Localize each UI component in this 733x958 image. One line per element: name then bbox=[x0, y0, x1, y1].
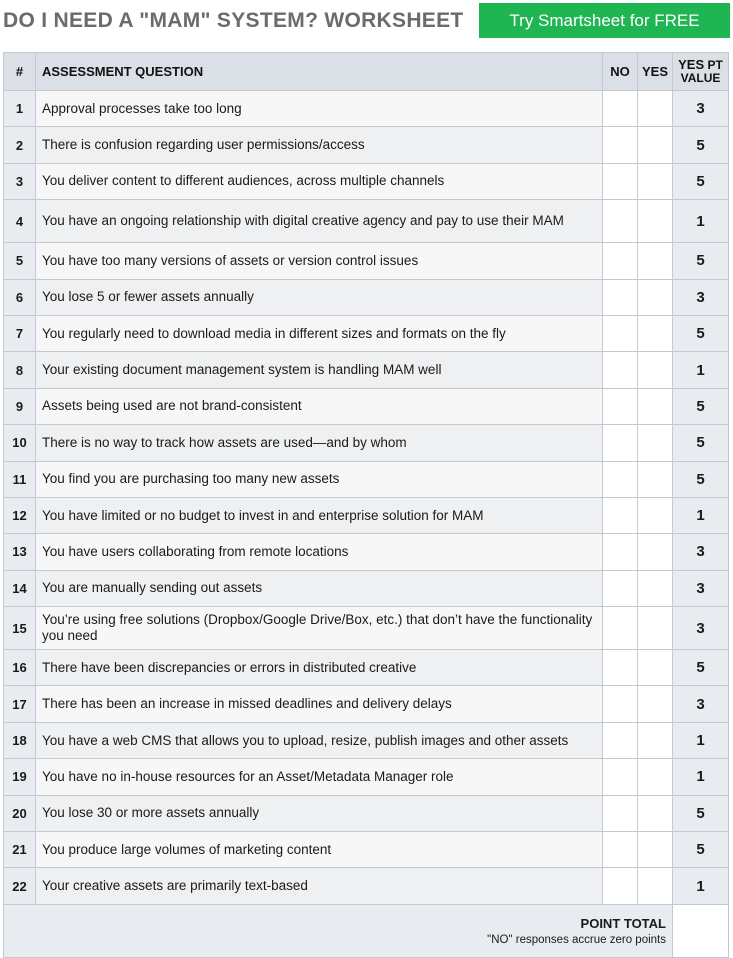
table-row bbox=[4, 243, 729, 279]
col-header-yes: YES bbox=[638, 53, 673, 91]
row-question: You have a web CMS that allows you to upload, resize, publish images and other assets bbox=[36, 722, 603, 758]
row-number: 11 bbox=[4, 461, 36, 497]
row-question: You have limited or no budget to invest in and enterprise solution for MAM bbox=[36, 497, 603, 533]
yes-checkbox-cell[interactable] bbox=[638, 686, 673, 722]
pt-header-yes: YES bbox=[678, 57, 705, 72]
table-row bbox=[4, 497, 729, 533]
row-point-value: 3 bbox=[673, 279, 729, 315]
no-checkbox-cell[interactable] bbox=[603, 315, 638, 351]
yes-checkbox-cell[interactable] bbox=[638, 425, 673, 461]
no-checkbox-cell[interactable] bbox=[603, 200, 638, 243]
no-checkbox-cell[interactable] bbox=[603, 243, 638, 279]
row-number: 14 bbox=[4, 570, 36, 606]
table-row bbox=[4, 868, 729, 904]
table-row bbox=[4, 91, 729, 127]
no-checkbox-cell[interactable] bbox=[603, 607, 638, 650]
row-question: You regularly need to download media in different sizes and formats on the fly bbox=[36, 315, 603, 351]
table-row bbox=[4, 388, 729, 424]
table-row bbox=[4, 352, 729, 388]
total-label-cell bbox=[4, 904, 673, 957]
no-checkbox-cell[interactable] bbox=[603, 127, 638, 163]
no-checkbox-cell[interactable] bbox=[603, 795, 638, 831]
row-question: You lose 5 or fewer assets annually bbox=[36, 279, 603, 315]
table-row bbox=[4, 163, 729, 199]
row-question: There is confusion regarding user permissions/access bbox=[36, 127, 603, 163]
row-number: 21 bbox=[4, 832, 36, 868]
row-point-value: 3 bbox=[673, 686, 729, 722]
row-question: You have an ongoing relationship with digital creative agency and pay to use their MAM bbox=[36, 200, 603, 243]
row-question: There has been an increase in missed deadlines and delivery delays bbox=[36, 686, 603, 722]
row-point-value: 5 bbox=[673, 425, 729, 461]
row-question: Your existing document management system is handling MAM well bbox=[36, 352, 603, 388]
row-point-value: 1 bbox=[673, 759, 729, 795]
row-number: 17 bbox=[4, 686, 36, 722]
row-question: You deliver content to different audiences, across multiple channels bbox=[36, 163, 603, 199]
row-question: There is no way to track how assets are used—and by whom bbox=[36, 425, 603, 461]
row-point-value: 3 bbox=[673, 91, 729, 127]
row-point-value: 1 bbox=[673, 722, 729, 758]
row-number: 8 bbox=[4, 352, 36, 388]
table-row bbox=[4, 279, 729, 315]
row-number: 19 bbox=[4, 759, 36, 795]
row-point-value: 5 bbox=[673, 388, 729, 424]
no-checkbox-cell[interactable] bbox=[603, 570, 638, 606]
row-point-value: 5 bbox=[673, 461, 729, 497]
row-question: You produce large volumes of marketing content bbox=[36, 832, 603, 868]
yes-checkbox-cell[interactable] bbox=[638, 91, 673, 127]
no-checkbox-cell[interactable] bbox=[603, 163, 638, 199]
table-row bbox=[4, 570, 729, 606]
yes-checkbox-cell[interactable] bbox=[638, 759, 673, 795]
yes-checkbox-cell[interactable] bbox=[638, 243, 673, 279]
row-number: 16 bbox=[4, 650, 36, 686]
col-header-num: # bbox=[4, 53, 36, 91]
row-number: 22 bbox=[4, 868, 36, 904]
row-number: 7 bbox=[4, 315, 36, 351]
row-point-value: 5 bbox=[673, 832, 729, 868]
table-row bbox=[4, 534, 729, 570]
yes-checkbox-cell[interactable] bbox=[638, 722, 673, 758]
row-number: 12 bbox=[4, 497, 36, 533]
table-row bbox=[4, 832, 729, 868]
col-header-pt-value bbox=[673, 53, 729, 91]
row-point-value: 5 bbox=[673, 795, 729, 831]
row-number: 3 bbox=[4, 163, 36, 199]
row-point-value: 5 bbox=[673, 243, 729, 279]
row-question: You lose 30 or more assets annually bbox=[36, 795, 603, 831]
table-row bbox=[4, 315, 729, 351]
yes-checkbox-cell[interactable] bbox=[638, 461, 673, 497]
point-total-note: "NO" responses accrue zero points bbox=[487, 933, 666, 946]
row-question: There have been discrepancies or errors in distributed creative bbox=[36, 650, 603, 686]
no-checkbox-cell[interactable] bbox=[603, 461, 638, 497]
no-checkbox-cell[interactable] bbox=[603, 650, 638, 686]
no-checkbox-cell[interactable] bbox=[603, 388, 638, 424]
col-header-question: ASSESSMENT QUESTION bbox=[36, 53, 603, 91]
no-checkbox-cell[interactable] bbox=[603, 722, 638, 758]
row-number: 15 bbox=[4, 607, 36, 650]
row-number: 10 bbox=[4, 425, 36, 461]
yes-checkbox-cell[interactable] bbox=[638, 315, 673, 351]
yes-checkbox-cell[interactable] bbox=[638, 795, 673, 831]
no-checkbox-cell[interactable] bbox=[603, 497, 638, 533]
table-row bbox=[4, 722, 729, 758]
yes-checkbox-cell[interactable] bbox=[638, 534, 673, 570]
table-row bbox=[4, 461, 729, 497]
row-point-value: 3 bbox=[673, 607, 729, 650]
row-number: 2 bbox=[4, 127, 36, 163]
row-question: Assets being used are not brand-consistent bbox=[36, 388, 603, 424]
yes-checkbox-cell[interactable] bbox=[638, 127, 673, 163]
row-point-value: 1 bbox=[673, 497, 729, 533]
table-row bbox=[4, 686, 729, 722]
yes-checkbox-cell[interactable] bbox=[638, 163, 673, 199]
row-number: 4 bbox=[4, 200, 36, 243]
table-row bbox=[4, 759, 729, 795]
row-number: 13 bbox=[4, 534, 36, 570]
row-number: 18 bbox=[4, 722, 36, 758]
col-header-no: NO bbox=[603, 53, 638, 91]
row-point-value: 5 bbox=[673, 650, 729, 686]
no-checkbox-cell[interactable] bbox=[603, 686, 638, 722]
table-header-row bbox=[4, 53, 729, 91]
row-question: Your creative assets are primarily text-based bbox=[36, 868, 603, 904]
no-checkbox-cell[interactable] bbox=[603, 425, 638, 461]
row-question: You have too many versions of assets or version control issues bbox=[36, 243, 603, 279]
assessment-table bbox=[3, 52, 729, 958]
row-point-value: 5 bbox=[673, 315, 729, 351]
no-checkbox-cell[interactable] bbox=[603, 279, 638, 315]
table-row bbox=[4, 127, 729, 163]
row-point-value: 3 bbox=[673, 570, 729, 606]
row-number: 6 bbox=[4, 279, 36, 315]
yes-checkbox-cell[interactable] bbox=[638, 279, 673, 315]
no-checkbox-cell[interactable] bbox=[603, 759, 638, 795]
yes-checkbox-cell[interactable] bbox=[638, 607, 673, 650]
yes-checkbox-cell[interactable] bbox=[638, 497, 673, 533]
row-number: 1 bbox=[4, 91, 36, 127]
row-point-value: 1 bbox=[673, 352, 729, 388]
point-total-label: POINT TOTAL bbox=[580, 915, 666, 931]
table-row bbox=[4, 607, 729, 650]
row-number: 5 bbox=[4, 243, 36, 279]
table-row bbox=[4, 795, 729, 831]
row-number: 9 bbox=[4, 388, 36, 424]
row-question: You find you are purchasing too many new assets bbox=[36, 461, 603, 497]
table-row bbox=[4, 650, 729, 686]
row-question: You are manually sending out assets bbox=[36, 570, 603, 606]
row-point-value: 1 bbox=[673, 868, 729, 904]
yes-checkbox-cell[interactable] bbox=[638, 570, 673, 606]
table-row bbox=[4, 200, 729, 243]
yes-checkbox-cell[interactable] bbox=[638, 388, 673, 424]
row-question: You have no in-house resources for an Asset/Metadata Manager role bbox=[36, 759, 603, 795]
no-checkbox-cell[interactable] bbox=[603, 868, 638, 904]
total-row bbox=[4, 904, 729, 957]
pt-header-pt: PT bbox=[707, 58, 723, 72]
yes-checkbox-cell[interactable] bbox=[638, 650, 673, 686]
row-point-value: 3 bbox=[673, 534, 729, 570]
row-question: You’re using free solutions (Dropbox/Google Drive/Box, etc.) that don’t have the functionality you need bbox=[36, 607, 603, 650]
yes-checkbox-cell[interactable] bbox=[638, 352, 673, 388]
table-row bbox=[4, 425, 729, 461]
no-checkbox-cell[interactable] bbox=[603, 832, 638, 868]
point-total-input[interactable] bbox=[673, 904, 729, 957]
row-question: Approval processes take too long bbox=[36, 91, 603, 127]
yes-checkbox-cell[interactable] bbox=[638, 832, 673, 868]
row-point-value: 5 bbox=[673, 127, 729, 163]
try-smartsheet-button[interactable]: Try Smartsheet for FREE bbox=[479, 3, 730, 38]
row-question: You have users collaborating from remote locations bbox=[36, 534, 603, 570]
no-checkbox-cell[interactable] bbox=[603, 91, 638, 127]
no-checkbox-cell[interactable] bbox=[603, 352, 638, 388]
row-point-value: 5 bbox=[673, 163, 729, 199]
no-checkbox-cell[interactable] bbox=[603, 534, 638, 570]
pt-header-value: VALUE bbox=[680, 71, 721, 85]
page-title: DO I NEED A "MAM" SYSTEM? WORKSHEET bbox=[3, 9, 464, 32]
yes-checkbox-cell[interactable] bbox=[638, 200, 673, 243]
yes-checkbox-cell[interactable] bbox=[638, 868, 673, 904]
row-point-value: 1 bbox=[673, 200, 729, 243]
row-number: 20 bbox=[4, 795, 36, 831]
